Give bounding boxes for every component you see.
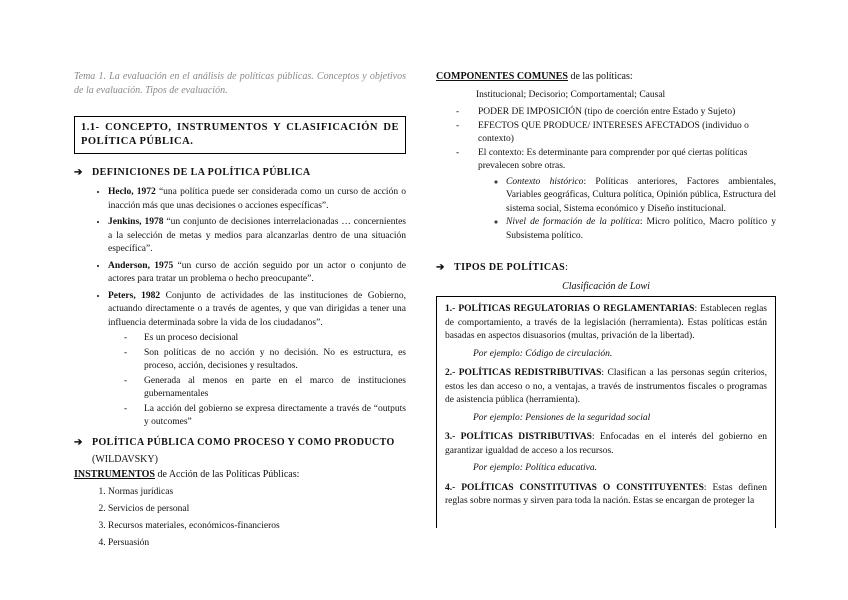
- list-item: - La acción del gobierno se expresa directamente a través de “outputs y outcomes”: [144, 403, 406, 430]
- list-item: - El contexto: Es determinante para comprender por qué ciertas políticas prevalecen sobre otras. ◦ Contexto histórico: Políticas anteriores, Factores ambientales, Variables geográficas, Cultura política, Opinión pública, Estructura del sistema social, Sistema económico y Diseño institucional. ◦ Nivel de formación de la política: Micro político, Macro político y Subsistema político.: [478, 147, 776, 244]
- components-list: [436, 106, 776, 243]
- classification-box: [436, 296, 776, 528]
- type-item: 1.- POLÍTICAS REGULATORIAS O REGLAMENTARIAS: Establecen reglas de comportamiento, a través de la legislación (herramienta). Estas políticas están basadas en aspectos disuasorios (multas, privación de la libertad).: [445, 304, 768, 341]
- type-item: 2.- POLÍTICAS REDISTRIBUTIVAS: Clasifican a las personas según criterios, estos les dan acceso o no, a ventajas, a través de instrumentos fiscales o programas de asistencia pública (herramienta).: [445, 368, 767, 405]
- list-item: - EFECTOS QUE PRODUCE/ INTERESES AFECTADOS (individuo o contexto): [478, 120, 776, 147]
- list-item: - Es un proceso decisional: [144, 332, 406, 346]
- list-item: - Generada al menos en parte en el marco de instituciones gubernamentales: [144, 375, 406, 402]
- type-item: 3.- POLÍTICAS DISTRIBUTIVAS: Enfocadas en el interés del gobierno en garantizar igualdad de acceso a los recursos.: [445, 432, 767, 456]
- left-column: [74, 70, 406, 554]
- definitions-list: [74, 186, 406, 430]
- list-item: - PODER DE IMPOSICIÓN (tipo de coerción entre Estado y Sujeto): [478, 106, 776, 120]
- definition-item: • Anderson, 1975 “un curso de acción seguido por un actor o conjunto de actores para tratar un problema o hecho preocupante”.: [108, 260, 406, 287]
- section-title-box: [74, 116, 406, 154]
- components-line: Institucional; Decisorio; Comportamental; Causal: [476, 90, 666, 100]
- list-item: 4. Persuasión: [108, 537, 406, 550]
- arrow-right-icon: ➔: [74, 436, 83, 448]
- type-item: 4.- POLÍTICAS CONSTITUTIVAS O CONSTITUYENTES: Estas definen reglas sobre normas y sirven para toda la nación. Estas se encargan de proteger la: [445, 482, 767, 506]
- components-heading: COMPONENTES COMUNES de las políticas:: [436, 71, 633, 82]
- theme-title: Tema 1. La evaluación en el análisis de políticas públicas. Conceptos y objetivos de la evaluación. Tipos de evaluación.: [74, 71, 406, 96]
- list-item: 3. Recursos materiales, económicos-financieros: [108, 520, 406, 533]
- definition-item: • Jenkins, 1978 “un conjunto de decisiones interrelacionadas … concernientes a la selección de metas y medios para alcanzarlas dentro de una situación específica”.: [108, 216, 406, 257]
- arrow-right-icon: ➔: [436, 262, 445, 273]
- instruments-heading: INSTRUMENTOS de Acción de las Políticas Públicas:: [74, 468, 300, 480]
- list-item: 1. Normas jurídicas: [108, 486, 406, 499]
- type-example: Por ejemplo: Pensiones de la seguridad social: [473, 412, 651, 423]
- list-item: ◦ Contexto histórico: Políticas anteriores, Factores ambientales, Variables geográficas, Cultura política, Opinión pública, Estructura del sistema social, Sistema económico y Diseño institucional.: [506, 176, 776, 217]
- definition-item: • Heclo, 1972 “una política puede ser considerada como un curso de acción o inacción más que unas decisiones o acciones específicas”.: [108, 186, 406, 213]
- peters-points: [108, 332, 406, 430]
- list-item: ◦ Nivel de formación de la política: Micro político, Macro político y Subsistema político.: [506, 216, 776, 243]
- list-item: - Son políticas de no acción y no decisión. No es estructura, es proceso, acción, decisiones y resultados.: [144, 347, 406, 374]
- classification-title: Clasificación de Lowi: [562, 281, 650, 292]
- section-title: 1.1- CONCEPTO, INSTRUMENTOS Y CLASIFICACIÓN DE POLÍTICA PÚBLICA.: [81, 122, 399, 147]
- context-list: [478, 176, 776, 244]
- definition-item: • Peters, 1982 Conjunto de actividades de las instituciones de Gobierno, actuando directamente o a través de agentes, y que van dirigidas a tener una influencia determinada sobre la vida de los ciudadanos”. - Es un proceso decisional - Son políticas de no acción y no decisión. No es estructura, es proceso, acción, decisiones y resultados. - Generada al menos en parte en el marco de instituciones gubernamentales - La acción del gobierno se expresa directamente a través de “outputs y outcomes”: [108, 290, 406, 430]
- list-item: 2. Servicios de personal: [108, 503, 406, 516]
- definitions-heading: ➔ DEFINICIONES DE LA POLÍTICA PÚBLICA: [74, 167, 311, 178]
- right-column: [436, 70, 776, 528]
- process-heading: ➔ POLÍTICA PÚBLICA COMO PROCESO Y COMO PRODUCTO: [74, 436, 395, 448]
- arrow-right-icon: ➔: [74, 167, 83, 178]
- type-example: Por ejemplo: Código de circulación.: [473, 348, 613, 359]
- type-example: Por ejemplo: Política educativa.: [473, 463, 597, 473]
- process-subheading: (WILDAVSKY): [92, 453, 158, 465]
- instruments-list: [74, 486, 406, 550]
- types-heading: ➔ TIPOS DE POLÍTICAS :: [436, 262, 569, 273]
